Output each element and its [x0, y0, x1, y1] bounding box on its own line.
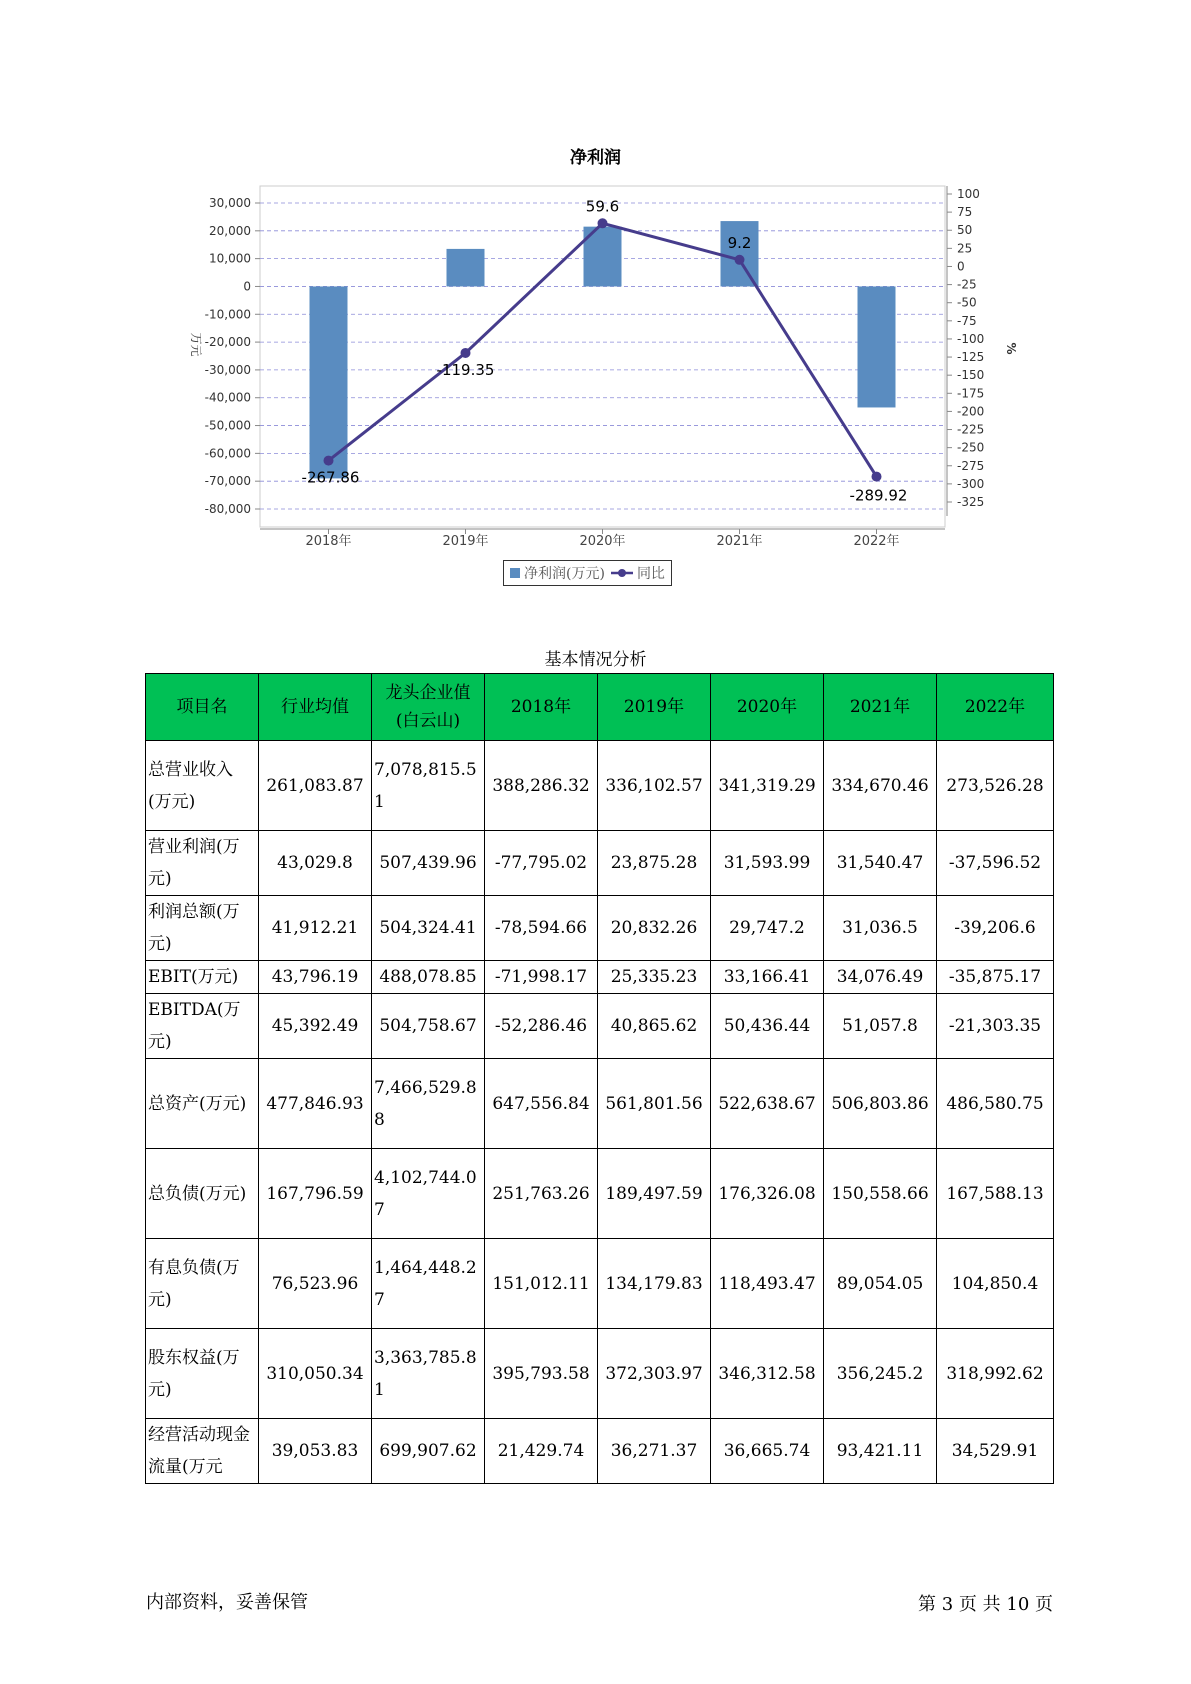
- point-yoy-0: [324, 456, 334, 466]
- table-cell: 21,429.74: [485, 1419, 598, 1484]
- table-cell: 372,303.97: [598, 1329, 711, 1419]
- right-tick-label: -325: [957, 495, 985, 509]
- header-2018: 2018年: [485, 674, 598, 741]
- header-leader-value: 龙头企业值(白云山): [372, 674, 485, 741]
- right-tick-label: 100: [957, 187, 980, 201]
- table-cell: 34,076.49: [824, 961, 937, 994]
- data-label: -267.86: [301, 468, 360, 487]
- table-cell: 261,083.87: [259, 741, 372, 831]
- table-row: [146, 1419, 1054, 1484]
- table-row: [146, 1149, 1054, 1239]
- table-cell: 39,053.83: [259, 1419, 372, 1484]
- table-cell: -39,206.6: [937, 896, 1054, 961]
- left-tick-label: -10,000: [204, 307, 251, 322]
- table-cell: 33,166.41: [711, 961, 824, 994]
- header-industry-avg: 行业均值: [259, 674, 372, 741]
- table-cell: 167,588.13: [937, 1149, 1054, 1239]
- data-label: 59.6: [585, 197, 620, 216]
- header-item-name: 项目名: [146, 674, 259, 741]
- legend-bar-swatch: [510, 568, 520, 578]
- table-cell: 29,747.2: [711, 896, 824, 961]
- table-cell: 507,439.96: [372, 831, 485, 896]
- header-2022: 2022年: [937, 674, 1054, 741]
- table-cell: 43,796.19: [259, 961, 372, 994]
- table-cell: 23,875.28: [598, 831, 711, 896]
- left-tick-label: -60,000: [204, 446, 251, 461]
- table-cell: 251,763.26: [485, 1149, 598, 1239]
- table-cell: 118,493.47: [711, 1239, 824, 1329]
- right-tick-label: -25: [957, 277, 977, 292]
- header-2019: 2019年: [598, 674, 711, 741]
- table-row: [146, 1329, 1054, 1419]
- table-cell: 36,271.37: [598, 1419, 711, 1484]
- net-profit-chart: [0, 0, 1191, 560]
- table-cell: 76,523.96: [259, 1239, 372, 1329]
- right-tick-label: -175: [957, 386, 985, 401]
- table-cell: 7,466,529.88: [372, 1059, 485, 1149]
- table-cell: 50,436.44: [711, 994, 824, 1059]
- footer-confidential-note: 内部资料，妥善保管: [146, 1592, 308, 1613]
- left-axis-title: 万元: [189, 332, 203, 357]
- table-cell: 7,078,815.51: [372, 741, 485, 831]
- table-row: [146, 831, 1054, 896]
- right-tick-label: -125: [957, 350, 985, 365]
- right-tick-label: -50: [957, 295, 977, 310]
- table-cell: 395,793.58: [485, 1329, 598, 1419]
- legend-item-bar: [510, 563, 605, 583]
- right-tick-label: -225: [957, 422, 985, 437]
- header-2020: 2020年: [711, 674, 824, 741]
- table-cell: 488,078.85: [372, 961, 485, 994]
- row-label: 总营业收入(万元): [146, 741, 259, 831]
- table-cell: 1,464,448.27: [372, 1239, 485, 1329]
- row-label: 营业利润(万元): [146, 831, 259, 896]
- table-cell: 522,638.67: [711, 1059, 824, 1149]
- row-label: 股东权益(万元): [146, 1329, 259, 1419]
- table-cell: 89,054.05: [824, 1239, 937, 1329]
- table-cell: 189,497.59: [598, 1149, 711, 1239]
- table-cell: -52,286.46: [485, 994, 598, 1059]
- data-label: -289.92: [849, 486, 908, 505]
- table-cell: 3,363,785.81: [372, 1329, 485, 1419]
- table-cell: 4,102,744.07: [372, 1149, 485, 1239]
- table-row: [146, 994, 1054, 1059]
- right-tick-label: 25: [957, 241, 973, 256]
- right-tick-label: -300: [957, 476, 985, 491]
- row-label: EBIT(万元): [146, 961, 259, 994]
- table-cell: 318,992.62: [937, 1329, 1054, 1419]
- left-tick-label: -30,000: [204, 362, 251, 377]
- table-cell: 486,580.75: [937, 1059, 1054, 1149]
- row-label: 利润总额(万元): [146, 896, 259, 961]
- left-tick-label: -50,000: [204, 418, 251, 433]
- x-tick-label: 2022年: [853, 534, 900, 549]
- table-cell: 51,057.8: [824, 994, 937, 1059]
- point-yoy-4: [872, 472, 882, 482]
- legend-item-line: [611, 563, 665, 583]
- left-tick-label: -40,000: [204, 390, 251, 405]
- row-label: 经营活动现金流量(万元: [146, 1419, 259, 1484]
- row-label: EBITDA(万元): [146, 994, 259, 1059]
- table-cell: 45,392.49: [259, 994, 372, 1059]
- x-tick-label: 2019年: [442, 534, 489, 549]
- table-row: [146, 1059, 1054, 1149]
- bar-net-profit-1: [447, 249, 485, 287]
- table-row: [146, 1239, 1054, 1329]
- table-cell: -37,596.52: [937, 831, 1054, 896]
- table-cell: -71,998.17: [485, 961, 598, 994]
- point-yoy-2: [598, 218, 608, 228]
- table-cell: 273,526.28: [937, 741, 1054, 831]
- right-tick-label: -250: [957, 440, 985, 455]
- table-cell: 504,324.41: [372, 896, 485, 961]
- table-cell: 341,319.29: [711, 741, 824, 831]
- table-cell: 699,907.62: [372, 1419, 485, 1484]
- row-label: 总负债(万元): [146, 1149, 259, 1239]
- bar-net-profit-3: [721, 221, 759, 286]
- table-cell: 31,593.99: [711, 831, 824, 896]
- left-tick-label: -80,000: [204, 502, 251, 516]
- table-cell: 43,029.8: [259, 831, 372, 896]
- header-2021: 2021年: [824, 674, 937, 741]
- left-tick-label: 20,000: [209, 223, 251, 238]
- chart-title: 净利润: [570, 148, 621, 168]
- table-cell: 150,558.66: [824, 1149, 937, 1239]
- table-cell: 506,803.86: [824, 1059, 937, 1149]
- table-title: 基本情况分析: [544, 650, 647, 670]
- table-header-row: [146, 674, 1054, 741]
- table-cell: 336,102.57: [598, 741, 711, 831]
- table-cell: 20,832.26: [598, 896, 711, 961]
- right-tick-label: -200: [957, 404, 985, 419]
- point-yoy-1: [461, 348, 471, 358]
- table-cell: 176,326.08: [711, 1149, 824, 1239]
- table-cell: 25,335.23: [598, 961, 711, 994]
- x-tick-label: 2018年: [305, 534, 352, 549]
- right-axis-title: %: [1004, 342, 1018, 355]
- table-cell: 388,286.32: [485, 741, 598, 831]
- table-cell: 36,665.74: [711, 1419, 824, 1484]
- table-cell: -35,875.17: [937, 961, 1054, 994]
- table-cell: 104,850.4: [937, 1239, 1054, 1329]
- table-cell: 31,540.47: [824, 831, 937, 896]
- right-tick-label: 50: [957, 223, 973, 238]
- left-tick-label: -70,000: [204, 474, 251, 489]
- table-cell: 151,012.11: [485, 1239, 598, 1329]
- table-cell: 334,670.46: [824, 741, 937, 831]
- table-cell: 477,846.93: [259, 1059, 372, 1149]
- table-cell: 34,529.91: [937, 1419, 1054, 1484]
- left-tick-label: 10,000: [209, 251, 251, 266]
- x-tick-label: 2020年: [579, 534, 626, 549]
- left-tick-label: 0: [243, 279, 251, 294]
- point-yoy-3: [735, 255, 745, 265]
- basic-analysis-table: [145, 673, 1054, 1484]
- data-label: 9.2: [727, 233, 752, 252]
- table-cell: 93,421.11: [824, 1419, 937, 1484]
- table-row: [146, 961, 1054, 994]
- table-cell: -77,795.02: [485, 831, 598, 896]
- left-tick-label: 30,000: [209, 196, 251, 210]
- right-tick-label: 75: [957, 205, 973, 220]
- right-tick-label: 0: [957, 259, 965, 274]
- row-label: 总资产(万元): [146, 1059, 259, 1149]
- table-cell: -78,594.66: [485, 896, 598, 961]
- table-cell: 41,912.21: [259, 896, 372, 961]
- table-cell: 310,050.34: [259, 1329, 372, 1419]
- legend-line-label: 同比: [636, 566, 665, 582]
- bar-net-profit-4: [858, 286, 896, 407]
- table-cell: 40,865.62: [598, 994, 711, 1059]
- table-cell: 346,312.58: [711, 1329, 824, 1419]
- table-cell: 167,796.59: [259, 1149, 372, 1239]
- right-tick-label: -75: [957, 313, 977, 328]
- legend-bar-label: 净利润(万元): [524, 566, 605, 582]
- footer-page-number: 第 3 页 共 10 页: [918, 1594, 1053, 1615]
- table-cell: 647,556.84: [485, 1059, 598, 1149]
- left-tick-label: -20,000: [204, 335, 251, 350]
- data-label: -119.35: [436, 360, 495, 379]
- chart-legend: [503, 560, 672, 586]
- right-tick-label: -275: [957, 458, 985, 473]
- x-tick-label: 2021年: [716, 534, 763, 549]
- table-row: [146, 741, 1054, 831]
- right-tick-label: -150: [957, 368, 985, 383]
- table-cell: 504,758.67: [372, 994, 485, 1059]
- table-cell: -21,303.35: [937, 994, 1054, 1059]
- table-cell: 356,245.2: [824, 1329, 937, 1419]
- table-cell: 561,801.56: [598, 1059, 711, 1149]
- right-tick-label: -100: [957, 331, 985, 346]
- legend-line-swatch: [611, 568, 633, 578]
- table-cell: 134,179.83: [598, 1239, 711, 1329]
- row-label: 有息负债(万元): [146, 1239, 259, 1329]
- table-cell: 31,036.5: [824, 896, 937, 961]
- table-row: [146, 896, 1054, 961]
